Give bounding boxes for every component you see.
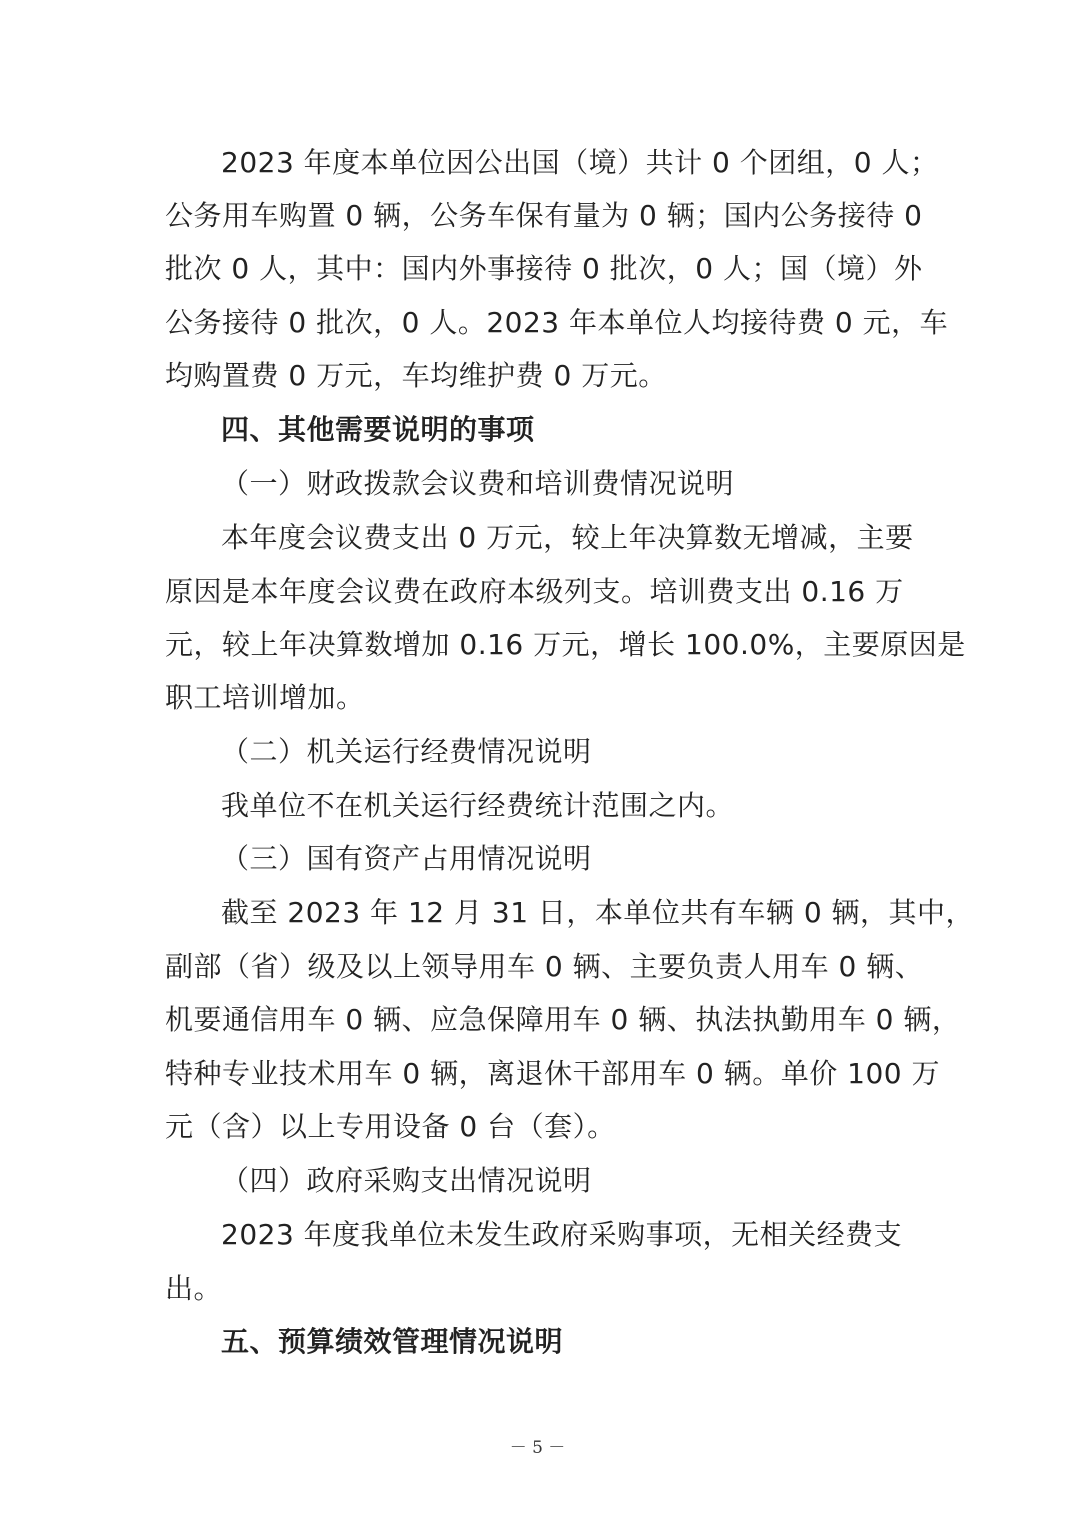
subsection-heading [0, 834, 1075, 884]
subsection-heading-text: （二）机关运行经费情况说明 [221, 735, 592, 768]
paragraph-text: 批次 0 人，其中：国内外事接待 0 批次，0 人；国（境）外 [165, 252, 923, 285]
paragraph-text: 元，较上年决算数增加 0.16 万元，增长 100.0%，主要原因是 [165, 628, 966, 661]
paragraph-text: 我单位不在机关运行经费统计范围之内。 [221, 789, 735, 822]
paragraph-line [0, 244, 1075, 294]
section-heading-text: 四、其他需要说明的事项 [221, 413, 535, 446]
paragraph-line [0, 781, 1075, 831]
subsection-heading [0, 727, 1075, 777]
paragraph-line [0, 1102, 1075, 1152]
page-number: － 5 － [509, 1438, 566, 1458]
paragraph-line [0, 888, 1075, 938]
paragraph-line [0, 191, 1075, 241]
paragraph-text: 2023 年度本单位因公出国（境）共计 0 个团组，0 人； [221, 146, 939, 179]
paragraph-line [0, 1210, 1075, 1260]
subsection-heading [0, 459, 1075, 509]
paragraph-text: 职工培训增加。 [165, 681, 365, 714]
paragraph-line [0, 942, 1075, 992]
subsection-heading [0, 1156, 1075, 1206]
section-heading-text: 五、预算绩效管理情况说明 [221, 1325, 564, 1358]
paragraph-line [0, 1049, 1075, 1099]
paragraph-line [0, 351, 1075, 401]
paragraph-text: 公务接待 0 批次，0 人。2023 年本单位人均接待费 0 元，车 [165, 306, 949, 339]
paragraph-text: 本年度会议费支出 0 万元，较上年决算数无增减，主要 [221, 521, 914, 554]
subsection-heading-text: （三）国有资产占用情况说明 [221, 842, 592, 875]
paragraph-text: 机要通信用车 0 辆、应急保障用车 0 辆、执法执勤用车 0 辆， [165, 1003, 961, 1036]
section-heading [0, 405, 1075, 455]
paragraph-line [0, 513, 1075, 563]
section-heading [0, 1317, 1075, 1367]
paragraph-line [0, 995, 1075, 1045]
paragraph-text: 出。 [165, 1272, 223, 1305]
paragraph-line [0, 673, 1075, 723]
paragraph-text: 原因是本年度会议费在政府本级列支。培训费支出 0.16 万 [165, 575, 904, 608]
paragraph-text: 副部（省）级及以上领导用车 0 辆、主要负责人用车 0 辆、 [165, 950, 924, 983]
subsection-heading-text: （一）财政拨款会议费和培训费情况说明 [221, 467, 735, 500]
paragraph-text: 截至 2023 年 12 月 31 日，本单位共有车辆 0 辆，其中， [221, 896, 975, 929]
paragraph-line [0, 1264, 1075, 1314]
paragraph-line [0, 298, 1075, 348]
paragraph-text: 2023 年度我单位未发生政府采购事项，无相关经费支 [221, 1218, 903, 1251]
paragraph-text: 均购置费 0 万元，车均维护费 0 万元。 [165, 359, 667, 392]
paragraph-line [0, 138, 1075, 188]
subsection-heading-text: （四）政府采购支出情况说明 [221, 1164, 592, 1197]
paragraph-line [0, 567, 1075, 617]
paragraph-line [0, 620, 1075, 670]
paragraph-text: 公务用车购置 0 辆，公务车保有量为 0 辆；国内公务接待 0 [165, 199, 923, 232]
paragraph-text: 特种专业技术用车 0 辆，离退休干部用车 0 辆。单价 100 万 [165, 1057, 940, 1090]
paragraph-text: 元（含）以上专用设备 0 台（套）。 [165, 1110, 616, 1143]
